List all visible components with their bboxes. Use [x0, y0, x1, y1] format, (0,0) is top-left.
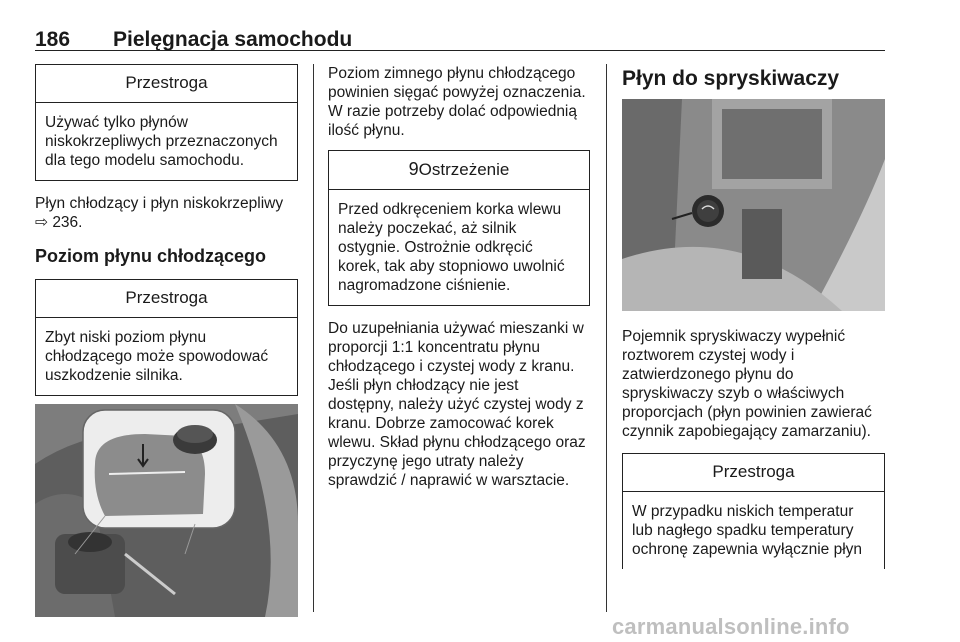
text-line: roztworem czystej wody i	[622, 347, 795, 364]
text-line: czynnik zapobiegający zamarzaniu).	[622, 423, 871, 440]
text-line: należy poczekać, aż silnik	[338, 220, 517, 237]
warning-text	[329, 190, 589, 305]
text-line: sprawdzić / naprawić w warsztacie.	[328, 472, 570, 489]
caution-text	[36, 103, 297, 180]
text-line: Zbyt niski poziom płynu	[45, 329, 207, 346]
text-line: Płyn chłodzący i płyn niskokrzepliwy	[35, 195, 284, 212]
text-line: proporcji 1:1 koncentratu płynu	[328, 339, 540, 356]
text-line: niskokrzepliwych przeznaczonych	[45, 133, 278, 150]
caution-title: Przestroga	[36, 280, 297, 318]
text-line: Poziom zimnego płynu chłodzącego	[328, 65, 576, 82]
reference-page: 236.	[52, 214, 83, 231]
text-line: W przypadku niskich temperatur	[632, 503, 854, 520]
text-line: spryskiwaczy szyb o właściwych	[622, 385, 845, 402]
text-line: Używać tylko płynów	[45, 114, 188, 131]
text-line: ostygnie. Ostrożnie odkręcić	[338, 239, 533, 256]
column-3	[622, 64, 885, 569]
engine-bay-image	[622, 99, 885, 311]
text-line: dla tego modelu samochodu.	[45, 152, 245, 169]
text-line: przyczynę jego utraty należy	[328, 453, 524, 470]
text-line: lub nagłego spadku temperatury	[632, 522, 854, 539]
text-line: Pojemnik spryskiwaczy wypełnić	[622, 328, 846, 345]
caution-title: Przestroga	[36, 65, 297, 103]
paragraph	[622, 327, 885, 441]
text-line: dostępny, należy użyć czystej wody z	[328, 396, 584, 413]
caution-box	[35, 279, 298, 396]
warning-triangle-icon: 9	[408, 159, 419, 179]
page-header	[35, 26, 885, 51]
text-line: ochronę zapewnia wyłącznie płyn	[632, 541, 863, 558]
column-1	[35, 64, 298, 622]
column-divider	[313, 64, 314, 612]
section-heading: Poziom płynu chłodzącego	[35, 246, 267, 266]
page-title: Pielęgnacja samochodu	[113, 28, 353, 51]
washer-reservoir-illustration	[622, 99, 885, 316]
caution-title: Przestroga	[623, 454, 884, 492]
text-line: powinien sięgać powyżej oznaczenia.	[328, 84, 586, 101]
coolant-reservoir-illustration	[35, 404, 298, 622]
column-2	[328, 64, 590, 490]
text-line: korek, tak aby stopniowo uwolnić	[338, 258, 565, 275]
text-line: wlewu. Skład płynu chłodzącego oraz	[328, 434, 586, 451]
caution-box	[35, 64, 298, 181]
text-line: uszkodzenie silnika.	[45, 367, 183, 384]
text-line: W razie potrzeby dolać odpowiednią	[328, 103, 577, 120]
engine-bay-image	[35, 404, 298, 617]
watermark: carmanualsonline.info	[612, 614, 850, 639]
text-line: Jeśli płyn chłodzący nie jest	[328, 377, 519, 394]
warning-header	[329, 151, 589, 190]
warning-title: Ostrzeżenie	[418, 160, 510, 179]
paragraph	[328, 319, 590, 490]
text-line: nagromadzone ciśnienie.	[338, 277, 511, 294]
page-number: 186	[35, 28, 71, 51]
paragraph	[328, 64, 590, 140]
caution-box	[622, 453, 885, 569]
text-line: chłodzącego może spowodować	[45, 348, 269, 365]
section-heading: Płyn do spryskiwaczy	[622, 67, 840, 90]
text-line: chłodzącego i czystej wody z kranu.	[328, 358, 575, 375]
text-line: proporcjach (płyn powinien zawierać	[622, 404, 872, 421]
cross-reference[interactable]	[35, 213, 298, 232]
caution-text	[36, 318, 297, 395]
caution-text	[623, 492, 884, 569]
arrow-icon: ⇨	[35, 213, 48, 231]
text-line: ilość płynu.	[328, 122, 405, 139]
paragraph	[35, 194, 298, 232]
text-line: Przed odkręceniem korka wlewu	[338, 201, 562, 218]
warning-box	[328, 150, 590, 306]
text-line: zatwierdzonego płynu do	[622, 366, 794, 383]
text-line: kranu. Dobrze zamocować korek	[328, 415, 554, 432]
text-line: Do uzupełniania używać mieszanki w	[328, 320, 584, 337]
column-divider	[606, 64, 607, 612]
